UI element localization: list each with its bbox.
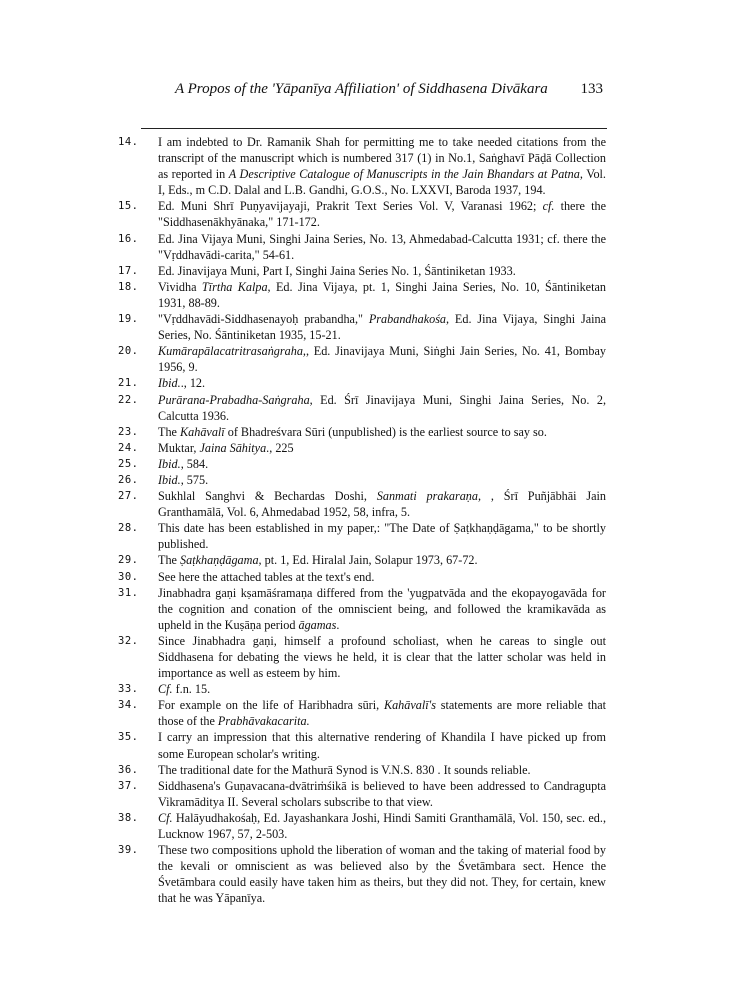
footnote-segment: Jinabhadra gaṇi kṣamāśramaṇa differed from the 'yugpatvāda and the ekopayogavāda for the cognition and conation of the omniscient being, and followed the kramikavāda as upheld in the Kuṣāṇa period (158, 585, 606, 632)
footnote-segment: Ed. Jina Vijaya Muni, Singhi Jaina Series, No. 13, Ahmedabad-Calcutta 1931; cf. there the "Vṛddhavādi-carita," 54-61. (158, 231, 606, 262)
footnote-italic-segment: Tīrtha Kalpa, (201, 279, 271, 294)
footnote-text (158, 520, 606, 552)
footnote-number: 28. (118, 522, 139, 535)
footnote-italic-segment: Ṣaṭkhaṇḍāgama, (180, 553, 262, 568)
footnote-text (158, 569, 606, 585)
footnote-italic-segment: Kumārapālacatritrasaṅgraha, (158, 344, 306, 359)
footnote-segment: of Bhadreśvara Sūri (unpublished) is the earliest source to say so. (224, 424, 547, 439)
footnote-text (158, 633, 606, 681)
footnote-text (158, 231, 606, 263)
footnote-text (158, 697, 606, 729)
footnote (118, 198, 606, 230)
footnote (118, 472, 606, 488)
footnote-segment: Ed. Jinavijaya Muni, Part I, Singhi Jaina Series No. 1, Śāntiniketan 1933. (158, 263, 516, 278)
footnote-number: 34. (118, 699, 139, 712)
footnote-list (118, 134, 606, 907)
footnote (118, 231, 606, 263)
footnote-segment: "Vṛddhavādi-Siddhasenayoḥ prabandha," (158, 312, 369, 327)
footnote-italic-segment: Kahāvalī (180, 424, 225, 439)
footnote-segment: f.n. 15. (172, 682, 211, 697)
footnote-italic-segment: Kahāvalī's (383, 698, 436, 713)
footnote-number: 23. (118, 425, 139, 438)
footnote-text (158, 456, 606, 472)
footnote-number: 27. (118, 490, 139, 503)
footnote-number: 16. (118, 232, 139, 245)
footnote-number: 32. (118, 634, 139, 647)
footnote-text (158, 424, 606, 440)
footnote-text (158, 279, 606, 311)
footnote (118, 263, 606, 279)
footnote-text (158, 392, 606, 424)
footnote-text (158, 343, 606, 375)
footnote-number: 36. (118, 763, 139, 776)
footnote-number: 30. (118, 570, 139, 583)
footnote-text (158, 472, 606, 488)
footnote-text (158, 778, 606, 810)
footnote-segment: there the "Siddhasenākhyānaka," 171-172. (158, 199, 606, 230)
footnote (118, 697, 606, 729)
footnote (118, 520, 606, 552)
footnote-number: 39. (118, 844, 139, 857)
footnote-italic-segment: cf. (542, 199, 555, 214)
footnote-text (158, 440, 606, 456)
footnote (118, 729, 606, 761)
footnote-italic-segment: Prabhāvakacarita. (217, 714, 310, 729)
footnote-segment: I carry an impression that this alternative rendering of Khandila I have picked up from some European scholar's writing. (158, 730, 606, 761)
footnote (118, 488, 606, 520)
footnote-italic-segment: Purārana-Prabadha-Saṅgraha, (158, 392, 313, 407)
footnote-number: 22. (118, 393, 139, 406)
footnote-segment: , Ed. Jinavijaya Muni, Siṅghi Jain Series, No. 41, Bombay 1956, 9. (158, 344, 606, 375)
footnote-segment: Ed. Jina Vijaya, pt. 1, Singhi Jaina Series, No. 10, Śāntiniketan 1931, 88-89. (158, 279, 606, 310)
footnote-text (158, 134, 606, 198)
footnote (118, 343, 606, 375)
footnote-number: 21. (118, 377, 139, 390)
footnote-text (158, 585, 606, 633)
footnote (118, 569, 606, 585)
page-number: 133 (580, 81, 603, 97)
footnote-segment: I am indebted to Dr. Ramanik Shah for permitting me to take needed citations from the transcript of the manuscript which is numbered 317 (1) in No.1, Saṅghavī Pāḍā Collection as reported in (158, 135, 606, 182)
footnote-number: 38. (118, 811, 139, 824)
footnote-segment: Ed. Jina Vijaya, Singhi Jaina Series, No. Śāntiniketan 1935, 15-21. (158, 312, 607, 343)
footnote-segment: Siddhasena's Guṇavacana-dvātriṁśikā is believed to have been addressed to Candragupta Vikramāditya II. Several scholars subscribe to that view. (158, 778, 606, 809)
footnote-text (158, 762, 606, 778)
footnote-italic-segment: Jaina Sāhitya (199, 440, 267, 455)
footnote-number: 18. (118, 280, 139, 293)
footnote-text (158, 842, 606, 906)
footnote-text (158, 311, 606, 343)
footnote-italic-segment: A Descriptive Catalogue of Manuscripts in the Jain Bhandars at Patna, (228, 167, 583, 182)
footnote-segment: Muktar, (158, 440, 200, 455)
footnote-segment: The (158, 424, 180, 439)
footnote-number: 14. (118, 136, 139, 148)
footnote (118, 279, 606, 311)
running-title: A Propos of the 'Yāpanīya Affiliation' of Siddhasena Divākara (175, 81, 548, 97)
footnote (118, 633, 606, 681)
footnote-number: 35. (118, 731, 139, 744)
footnote-segment: This date has been established in my paper,: "The Date of Ṣaṭkhaṇḍāgama," to be shortly published. (158, 521, 606, 552)
footnote (118, 810, 606, 842)
footnote-number: 33. (118, 683, 139, 696)
footnote-italic-segment: Ibid. (158, 472, 181, 487)
footnote-segment: ., 12. (180, 376, 206, 391)
footnote-segment: These two compositions uphold the liberation of woman and the taking of material food by the kevali or omniscient as was believed also by the Śvetāmbara sect. Hence the Śvetāmbara could easily have taken him as theirs, but they did not. They, for certain, knew that he was Yāpanīya. (158, 843, 606, 906)
footnote-segment: For example on the life of Haribhadra sūri, (158, 698, 384, 713)
footnote-text (158, 729, 606, 761)
footnote-italic-segment: āgamas (298, 617, 337, 632)
footnote-text (158, 375, 606, 391)
footnote-text (158, 810, 606, 842)
footnote (118, 134, 606, 198)
footnote-segment: Ed. Muni Shrī Puṇyavijayaji, Prakrit Text Series Vol. V, Varanasi 1962; (158, 199, 543, 214)
footnote-segment: Vividha (158, 279, 202, 294)
footnote (118, 440, 606, 456)
footnote-segment: See here the attached tables at the text's end. (158, 569, 375, 584)
footnote-number: 17. (118, 264, 139, 277)
footnote-segment: Halāyudhakośaḥ, Ed. Jayashankara Joshi, Hindi Samiti Granthamālā, Vol. 150, sec. ed., Lucknow 1967, 57, 2-503. (158, 810, 606, 842)
footnote-italic-segment: Prabandhakośa, (368, 312, 450, 327)
footnote-segment: ., 225 (266, 440, 294, 455)
footnote-number: 31. (118, 586, 139, 599)
footnote-segment: The (158, 553, 180, 568)
footnote (118, 424, 606, 440)
footnote-text (158, 552, 606, 568)
footnote-segment: , 575. (180, 472, 209, 487)
footnote (118, 762, 606, 778)
footnote-segment: Ed. Śrī Jinavijaya Muni, Singhi Jaina Series, No. 2, Calcutta 1936. (158, 392, 606, 423)
footnote-italic-segment: Cf. (158, 682, 173, 697)
footnote-text (158, 263, 606, 279)
footnote-number: 20. (118, 345, 139, 358)
footnote-segment: Vol. I, Eds., m C.D. Dalal and L.B. Gandhi, G.O.S., No. LXXVI, Baroda 1937, 194. (158, 167, 606, 198)
footnote-text (158, 198, 606, 230)
footnote-number: 15. (118, 200, 139, 213)
footnote-segment: statements are more reliable that those of the (158, 698, 607, 729)
footnote (118, 552, 606, 568)
footnote (118, 681, 606, 697)
footnote-number: 37. (118, 779, 139, 792)
footnote-segment: . (336, 617, 340, 632)
footnote-italic-segment: Ibid. (158, 456, 181, 471)
footnote-italic-segment: Ibid. (158, 376, 181, 391)
footnote-segment: pt. 1, Ed. Hiralal Jain, Solapur 1973, 67-72. (261, 553, 478, 568)
footnote-segment: , 584. (180, 456, 209, 471)
footnote (118, 778, 606, 810)
footnote-number: 24. (118, 441, 139, 454)
footnote-number: 25. (118, 457, 139, 470)
footnote (118, 311, 606, 343)
footnote-text (158, 488, 606, 520)
footnote-divider (141, 128, 607, 129)
footnote-segment: Since Jinabhadra gaṇi, himself a profound scholiast, when he careas to single out Siddhasena for debating the views he held, it is clear that the latter scholar was held in importance as well as esteem by him. (158, 633, 606, 681)
footnote (118, 456, 606, 472)
running-header (175, 80, 603, 98)
footnote (118, 375, 606, 391)
footnote-italic-segment: Cf. (158, 810, 173, 825)
footnote-text (158, 681, 606, 697)
footnote-segment: Sukhlal Sanghvi & Bechardas Doshi, (158, 489, 377, 504)
footnote-segment: , Śrī Puñjābhāi Jain Granthamālā, Vol. 6, Ahmedabad 1952, 58, infra, 5. (158, 489, 607, 520)
footnote-number: 29. (118, 554, 139, 567)
footnote (118, 842, 606, 906)
footnote-number: 26. (118, 473, 139, 486)
footnote (118, 392, 606, 424)
footnote-number: 19. (118, 313, 139, 326)
footnote (118, 585, 606, 633)
footnote-italic-segment: Sanmati prakaraṇa, (376, 489, 482, 504)
footnote-segment: The traditional date for the Mathurā Synod is V.N.S. 830 . It sounds reliable. (158, 762, 531, 777)
